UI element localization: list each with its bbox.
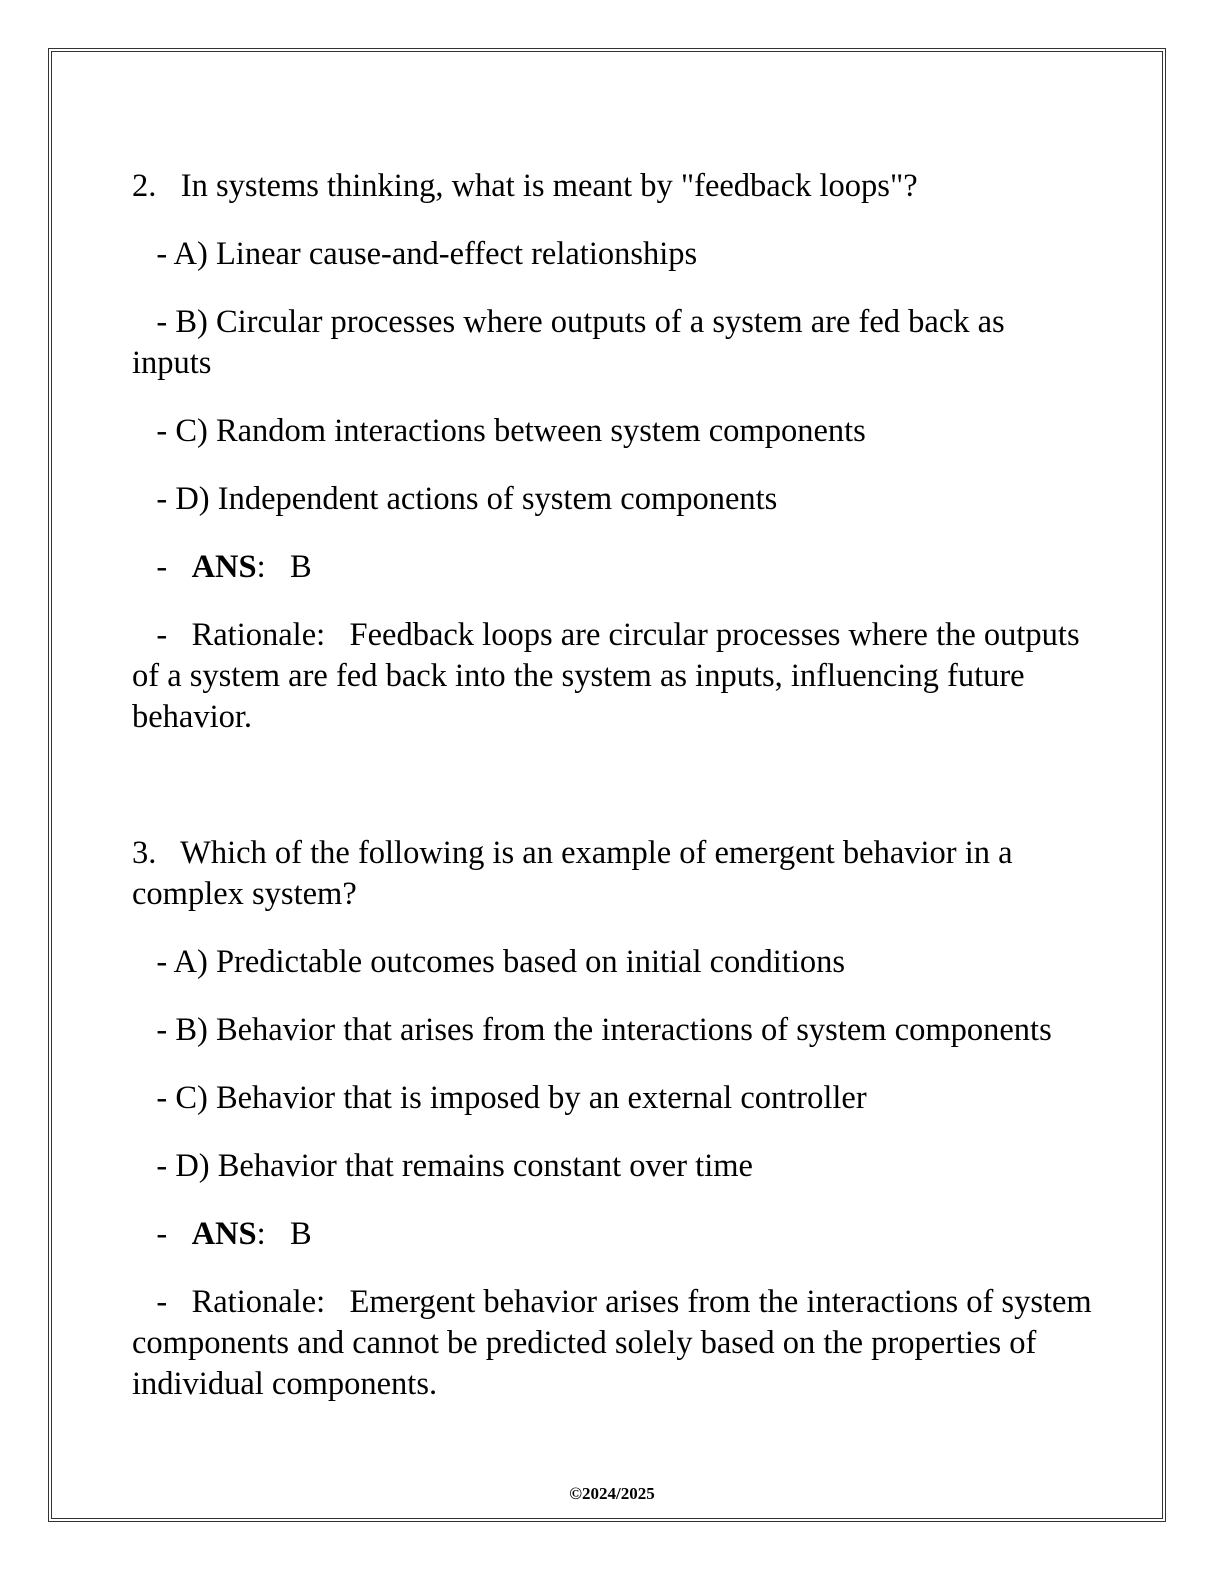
option-d: - D) Behavior that remains constant over time [156,1148,753,1184]
question-block [132,166,1092,738]
answer-value: B [290,1216,312,1252]
rationale-label: Rationale: [191,1284,326,1320]
rationale-text: Emergent behavior arises from the interactions of system components and cannot be predicted solely based on the properties of individual components. [132,1284,1100,1402]
section-spacer [132,738,1092,833]
option-a: - A) Predictable outcomes based on initial conditions [156,944,846,980]
rationale: - Rationale: Feedback loops are circular processes where the outputs of a system are fed back into the system as inputs, influencing future behavior. [132,617,1088,735]
question-stem: Which of the following is an example of emergent behavior in a complex system? [132,835,1021,912]
rationale-text: Feedback loops are circular processes where the outputs of a system are fed back into the system as inputs, influencing future behavior. [132,617,1088,735]
option-b: - B) Circular processes where outputs of a system are fed back as inputs [132,304,1013,381]
answer-line: - ANS: B [156,549,312,585]
question-text [132,833,1092,915]
answer-label: ANS [191,549,257,585]
question-stem: In systems thinking, what is meant by "feedback loops"? [180,168,918,204]
rationale: - Rationale: Emergent behavior arises from the interactions of system components and cannot be predicted solely based on the properties of individual components. [132,1284,1100,1402]
answer-line: - ANS: B [156,1216,312,1252]
answer-label: ANS [191,1216,257,1252]
question-number: 3. [132,835,157,871]
option-a: - A) Linear cause-and-effect relationships [156,236,698,272]
option-d: - D) Independent actions of system components [156,481,778,517]
question-block [132,833,1100,1405]
question-text [132,166,1092,207]
option-b: - B) Behavior that arises from the interactions of system components [156,1012,1052,1048]
answer-value: B [290,549,312,585]
question-number: 2. [132,168,157,204]
option-c: - C) Behavior that is imposed by an external controller [156,1080,867,1116]
document-content [132,166,1100,1405]
option-c: - C) Random interactions between system components [156,413,866,449]
rationale-label: Rationale: [191,617,326,653]
copyright-footer: ©2024/2025 [569,1484,655,1503]
